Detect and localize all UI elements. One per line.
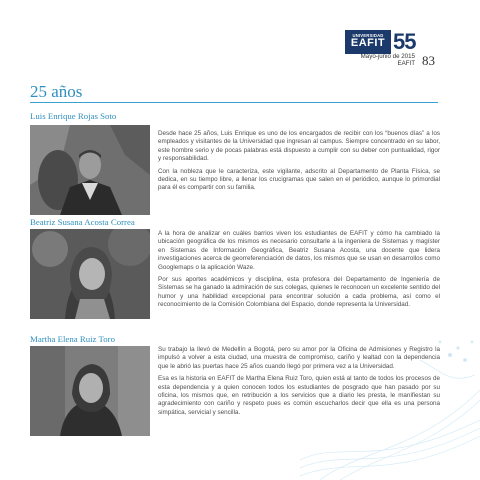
logo-university-text: UNIVERSIDAD xyxy=(352,33,384,39)
issue-brand: EAFIT xyxy=(397,60,415,68)
bio-paragraph: Desde hace 25 años, Luis Enrique es uno de los encargados de recibir con los “buenos días” a los empleados y visitantes de la Universidad que ingresan al campus. Siempre concentrado en su labor, este hombre serio y de pocas palabras está dispuesto a cumplir con su deber con puntualidad, rigor y responsabilidad. xyxy=(158,130,440,163)
section-title: 25 años xyxy=(30,82,83,101)
profile-photo-beatriz xyxy=(30,229,150,319)
bio-paragraph: Esa es la historia en EAFIT de Martha Elena Ruiz Toro, quien está al tanto de todos los procesos de esta dependencia y a quien conocen todos los estudiantes de posgrado que han pasado por su oficina, los mismos que, en retribución a los servicios que a diario les presta, le manifiestan su agradecimiento con cariño y respeto pues es común escucharlos decir que ella es una persona simpática, servicial y sencilla. xyxy=(158,375,440,416)
page-number: 83 xyxy=(422,53,435,68)
bio-paragraph: A la hora de analizar en cuáles barrios viven los estudiantes de EAFIT y cómo ha cambiado la ubicación geográfica de los mismos es necesario consultarle a la ingeniera de Sistemas y magíster en Sistemas de Información Geográfica, Beatriz Susana Acosta, una docente que lidera investigaciones acerca de georreferenciación de datos, los mismos que se usan en desarrollos como Googlemaps o la aplicación Waze. xyxy=(158,230,440,271)
profile-bio xyxy=(158,346,440,421)
eafit-55-logo xyxy=(345,30,415,54)
profile-photo-luis xyxy=(30,125,150,215)
bio-paragraph: Su trabajo la llevó de Medellín a Bogotá, pero su amor por la Oficina de Admisiones y Registro la impulsó a volver a esta ciudad, una muestra de compromiso, cariño y lealtad con la dependencia que le abrió las puertas hace 25 años cuando llegó por primera vez a la Universidad. xyxy=(158,346,440,370)
profile-bio xyxy=(158,230,440,314)
eafit-logo-box xyxy=(345,30,391,54)
profile-name: Martha Elena Ruiz Toro xyxy=(30,334,115,344)
bio-paragraph: Con la nobleza que le caracteriza, este vigilante, adscrito al Departamento de Planta Física, se dedica, en su tiempo libre, a llenar los crucigramas que salen en el periódico, aunque lo primordial para él es compartir con su familia. xyxy=(158,167,440,192)
bio-paragraph: Por sus aportes académicos y disciplina, esta profesora del Departamento de Ingeniería de Sistemas se ha ganado la admiración de sus colegas, quienes le reconocen un excelente sentido del humor y una habilidad excepcional para encontrar solución a cada problema, así como el reconocimiento de la Comisión Colombiana del Espacio, donde representa la Universidad. xyxy=(158,276,440,309)
title-divider xyxy=(30,102,438,103)
profile-name: Beatriz Susana Acosta Correa xyxy=(30,217,135,227)
issue-info xyxy=(361,53,415,67)
profile-photo-martha xyxy=(30,346,150,436)
issue-date: Mayo-junio de 2015 xyxy=(360,53,415,60)
logo-anniversary-number: 55 xyxy=(393,29,416,54)
profile-name: Luis Enrique Rojas Soto xyxy=(30,111,117,121)
profile-bio xyxy=(158,130,440,197)
logo-eafit-text: EAFIT xyxy=(350,37,386,50)
